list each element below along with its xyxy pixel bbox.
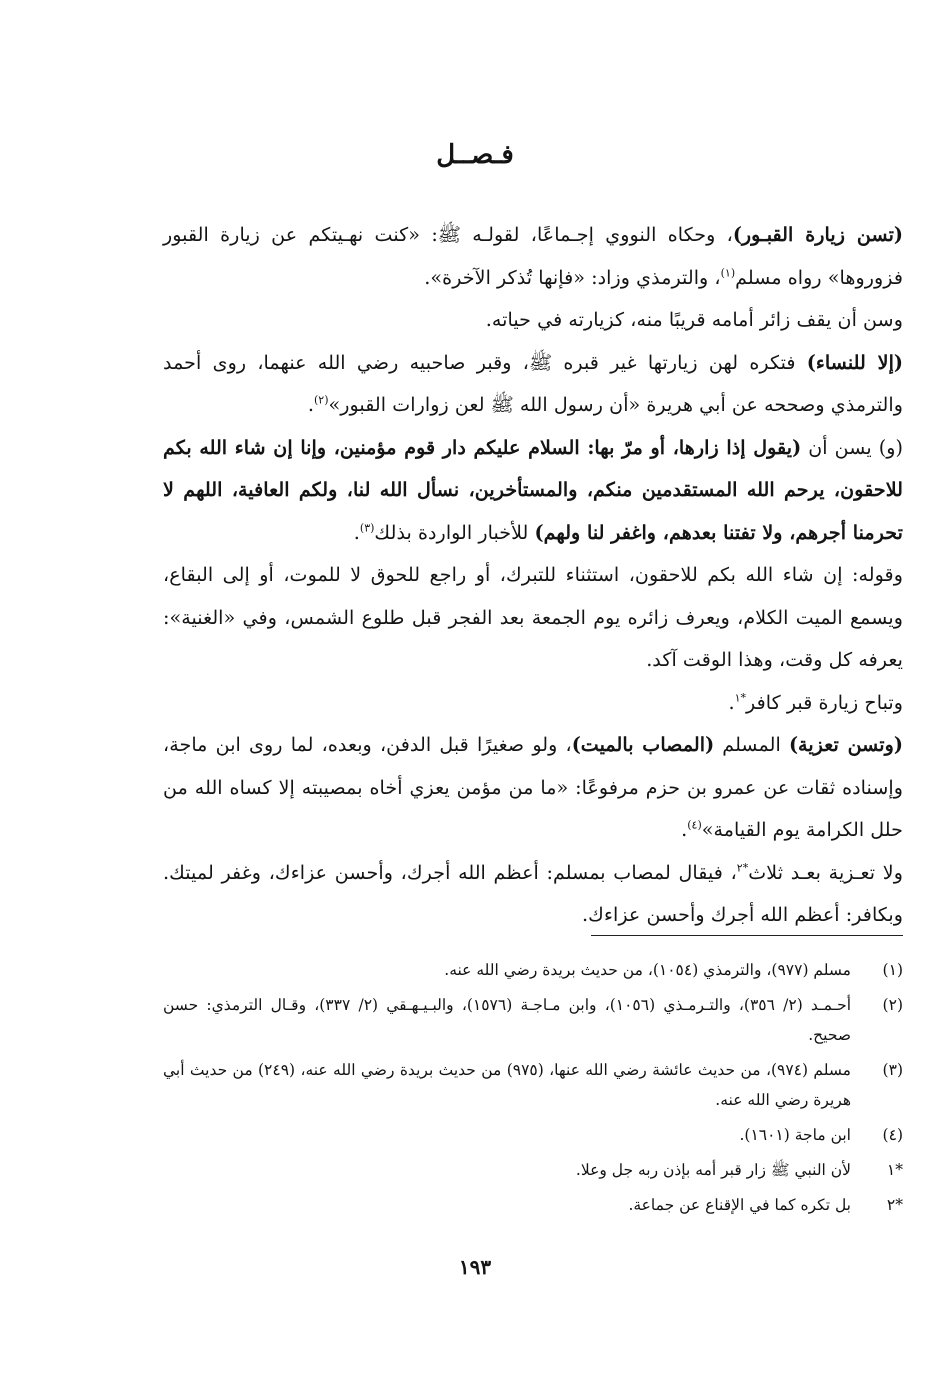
bold-phrase: (يقول إذا زارها، أو مرّ بها: السلام عليكم دار قوم مؤمنين، وإنا إن شاء الله بكم للاحقون، يرحم الله المستقدمين منكم، والمستأخرين، نسأل الله لنا، ولكم العافية، اللهم لا تحرمنا أجرهم، ولا تفتنا بعدهم، واغفر لنا ولهم) xyxy=(163,435,903,544)
footnote-marker: *٢ xyxy=(736,861,749,875)
paragraph-1 xyxy=(163,214,903,299)
text-run: ، فيقال لمصاب بمسلم: أعظم الله أجرك، وأحسن عزاءك، وغفر لميتك. وبكافر: أعظم الله أجرك وأحسن عزاءك. xyxy=(163,860,903,926)
footnote-number: *٢ xyxy=(886,1196,903,1214)
text-run: . xyxy=(307,393,314,416)
paragraph-3 xyxy=(163,342,903,427)
paragraph-6 xyxy=(163,682,903,725)
footnote-number: *١ xyxy=(886,1161,903,1179)
footnote-marker: *١ xyxy=(734,691,746,705)
footnote-text: ابن ماجة (١٦٠١). xyxy=(739,1126,851,1144)
bold-phrase: (وتسن تعزية) xyxy=(788,733,903,756)
paragraph-4 xyxy=(163,427,903,555)
footnote-marker: (٢) xyxy=(314,393,329,407)
text-run: ولا تعـزية بعـد ثلاث xyxy=(748,860,903,884)
text-run: . xyxy=(681,818,688,841)
footnote-marker: (٤) xyxy=(687,818,702,832)
text-run: المسلم xyxy=(714,733,789,756)
footnote-marker: (١) xyxy=(720,266,736,280)
text-run: للأخبار الواردة بذلك xyxy=(374,520,535,544)
text-run: وتباح زيارة قبر كافر xyxy=(746,690,903,714)
text-run: وقوله: إن شاء الله بكم للاحقون، استثناء للتبرك، أو راجع للحوق لا للموت، أو إلى البقاع، ويسمع الميت الكلام، ويعرف زائره يوم الجمعة بعد الفجر قبل طلوع الشمس، وفي «الغنية»: يعرفه كل وقت، وهذا الوقت آكد. xyxy=(163,563,903,671)
footnote-number: (١) xyxy=(882,961,903,979)
footnote-text: لأن النبي ﷺ زار قبر أمه بإذن ربه جل وعلا. xyxy=(575,1161,851,1179)
footnote-text: بل تكره كما في الإقناع عن جماعة. xyxy=(628,1196,851,1214)
paragraph-2 xyxy=(163,299,903,342)
paragraph-8 xyxy=(163,852,903,937)
paragraph-5 xyxy=(163,554,903,682)
footnote xyxy=(163,1155,903,1185)
paragraph-7 xyxy=(163,724,903,852)
footnote xyxy=(163,955,903,985)
footnote-number: (٢) xyxy=(882,996,903,1014)
bold-phrase: (المصاب بالميت) xyxy=(571,733,715,756)
text-run: ، وحكاه النووي إجـماعًا، لقولـه ﷺ: «كنت نهـيتكم عن زيارة القبور فزوروها» رواه مسلم xyxy=(163,223,903,289)
text-run: فتكره لهن زيارتها غير قبره ﷺ، وقبر صاحبيه رضي الله عنهما، روى أحمد والترمذي وصححه عن أبي هريرة «أن رسول الله ﷺ لعن زوارات القبور» xyxy=(163,350,903,416)
text-run: ، والترمذي وزاد: «فإنها تُذكر الآخرة». xyxy=(424,265,721,289)
main-text xyxy=(163,214,903,937)
footnote-text: مسلم (٩٧٧)، والترمذي (١٠٥٤)، من حديث بريدة رضي الله عنه. xyxy=(444,961,851,979)
footnote-text: مسلم (٩٧٤)، من حديث عائشة رضي الله عنها، (٩٧٥) من حديث بريدة رضي الله عنه، (٢٤٩) من حديث أبي هريرة رضي الله عنه. xyxy=(163,1061,851,1109)
footnote xyxy=(163,1120,903,1150)
footnote-text: أحـمـد (٢/ ٣٥٦)، والتـرمـذي (١٠٥٦)، وابن مـاجـة (١٥٧٦)، والبـيـهـقي (٢/ ٣٣٧)، وقـال الترمذي: حسن صحيح. xyxy=(163,996,852,1044)
footnote xyxy=(163,1190,903,1220)
text-run: ، ولو صغيرًا قبل الدفن، وبعده، لما روى ابن ماجة، وإسناده ثقات عن عمرو بن حزم مرفوعًا: «ما من مؤمن يعزي أخاه بمصيبته إلا كساه الله من حلل الكرامة يوم القيامة» xyxy=(163,733,903,841)
page-number: ١٩٣ xyxy=(458,1255,492,1279)
text-run: (و) يسن أن xyxy=(801,435,903,459)
footnote-divider xyxy=(591,935,903,936)
text-run: . xyxy=(728,690,735,714)
footnotes xyxy=(163,955,903,1225)
footnote-marker: (٣) xyxy=(359,521,375,535)
text-run: . xyxy=(353,520,360,544)
bold-phrase: (إلا للنساء) xyxy=(806,350,903,374)
text-run: وسن أن يقف زائر أمامه قريبًا منه، كزيارته في حياته. xyxy=(485,308,903,331)
footnote xyxy=(163,990,903,1050)
section-heading: فـصــل xyxy=(436,140,514,170)
footnote-number: (٣) xyxy=(882,1061,903,1079)
bold-phrase: (تسن زيارة القبـور) xyxy=(732,223,903,246)
footnote-number: (٤) xyxy=(882,1126,903,1144)
footnote xyxy=(163,1055,903,1115)
